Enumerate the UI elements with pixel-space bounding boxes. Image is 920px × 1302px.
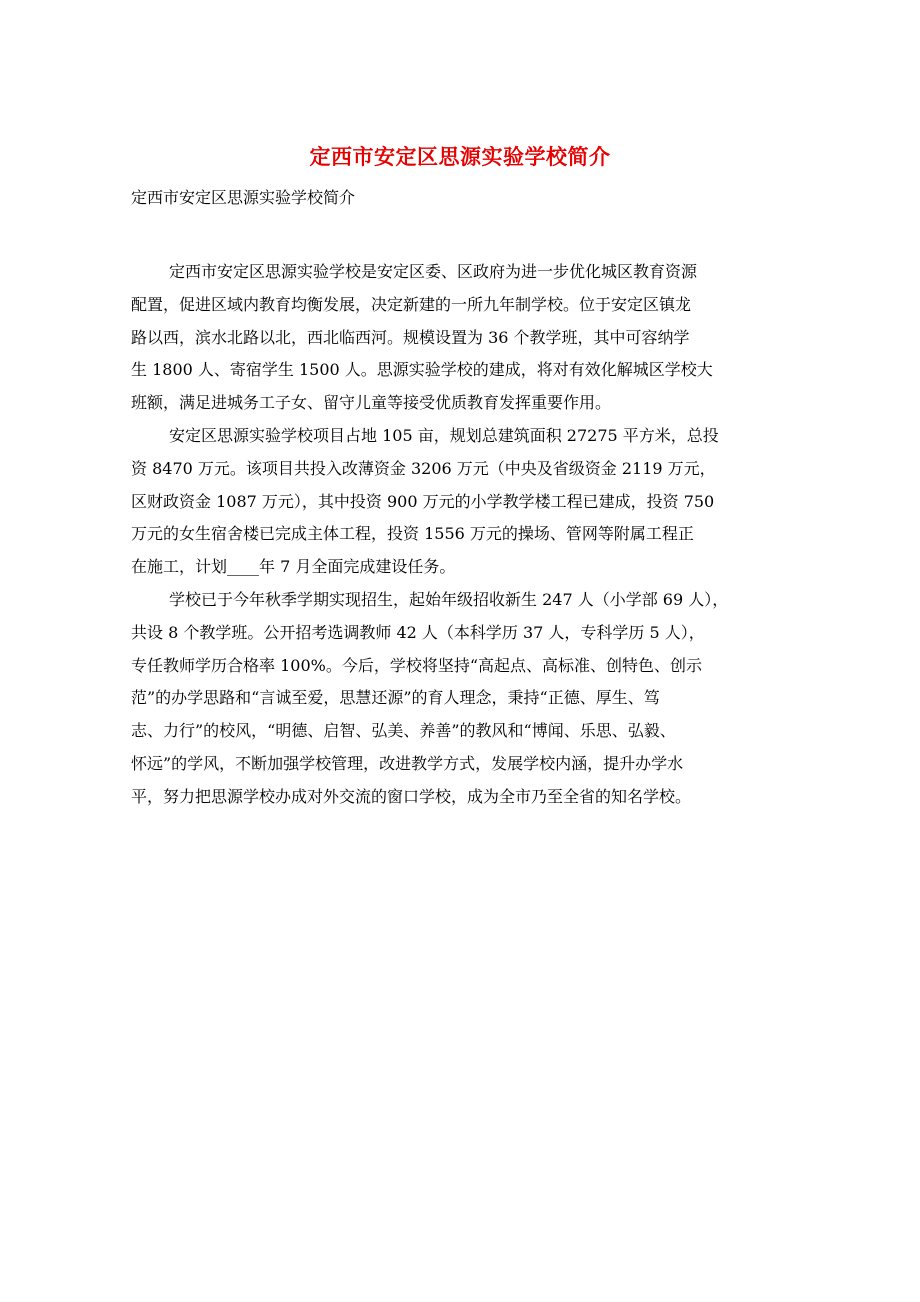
text-line: 生 1800 人、寄宿学生 1500 人。思源实验学校的建成，将对有效化解城区学校大 <box>131 360 713 380</box>
paragraph-project <box>131 420 791 584</box>
document-body <box>131 256 791 814</box>
text-line: 专任教师学历合格率 100%。今后，学校将坚持“高起点、高标准、创特色、创示 <box>131 655 703 675</box>
text-line: 班额，满足进城务工子女、留守儿童等接受优质教育发挥重要作用。 <box>131 393 612 413</box>
paragraph-intro <box>131 256 791 420</box>
document-subtitle: 定西市安定区思源实验学校简介 <box>131 188 356 207</box>
document-title: 定西市安定区思源实验学校简介 <box>309 144 611 169</box>
text-line: 平，努力把思源学校办成对外交流的窗口学校，成为全市乃至全省的知名学校。 <box>131 786 692 806</box>
text-line: 安定区思源实验学校项目占地 105 亩，规划总建筑面积 27275 平方米，总投 <box>169 425 719 445</box>
text-line: 路以西，滨水北路以北，西北临西河。规模设置为 36 个教学班，其中可容纳学 <box>131 327 690 347</box>
text-line: 配置，促进区域内教育均衡发展，决定新建的一所九年制学校。位于安定区镇龙 <box>131 294 692 314</box>
text-line: 万元的女生宿舍楼已完成主体工程，投资 1556 万元的操场、管网等附属工程正 <box>131 524 694 544</box>
text-line: 资 8470 万元。该项目共投入改薄资金 3206 万元（中央及省级资金 2119 万元， <box>131 458 716 478</box>
text-line: 范”的办学思路和“言诚至爱，思慧还源”的育人理念，秉持“正德、厚生、笃 <box>131 688 660 708</box>
text-line: 学校已于今年秋季学期实现招生，起始年级招收新生 247 人（小学部 69 人）， <box>169 589 729 609</box>
text-line: 共设 8 个教学班。公开招考选调教师 42 人（本科学历 37 人，专科学历 5 人）， <box>131 622 705 642</box>
paragraph-enrollment <box>131 584 791 814</box>
text-line: 志、力行”的校风，“明德、启智、弘美、养善”的教风和“博闻、乐思、弘毅、 <box>131 721 676 741</box>
text-line: 定西市安定区思源实验学校是安定区委、区政府为进一步优化城区教育资源 <box>169 262 698 281</box>
text-line: 在施工，计划____年 7 月全面完成建设任务。 <box>131 557 456 577</box>
text-line: 区财政资金 1087 万元），其中投资 900 万元的小学教学楼工程已建成，投资 750 <box>131 491 715 511</box>
text-line: 怀远”的学风，不断加强学校管理，改进教学方式，发展学校内涵，提升办学水 <box>131 753 684 773</box>
